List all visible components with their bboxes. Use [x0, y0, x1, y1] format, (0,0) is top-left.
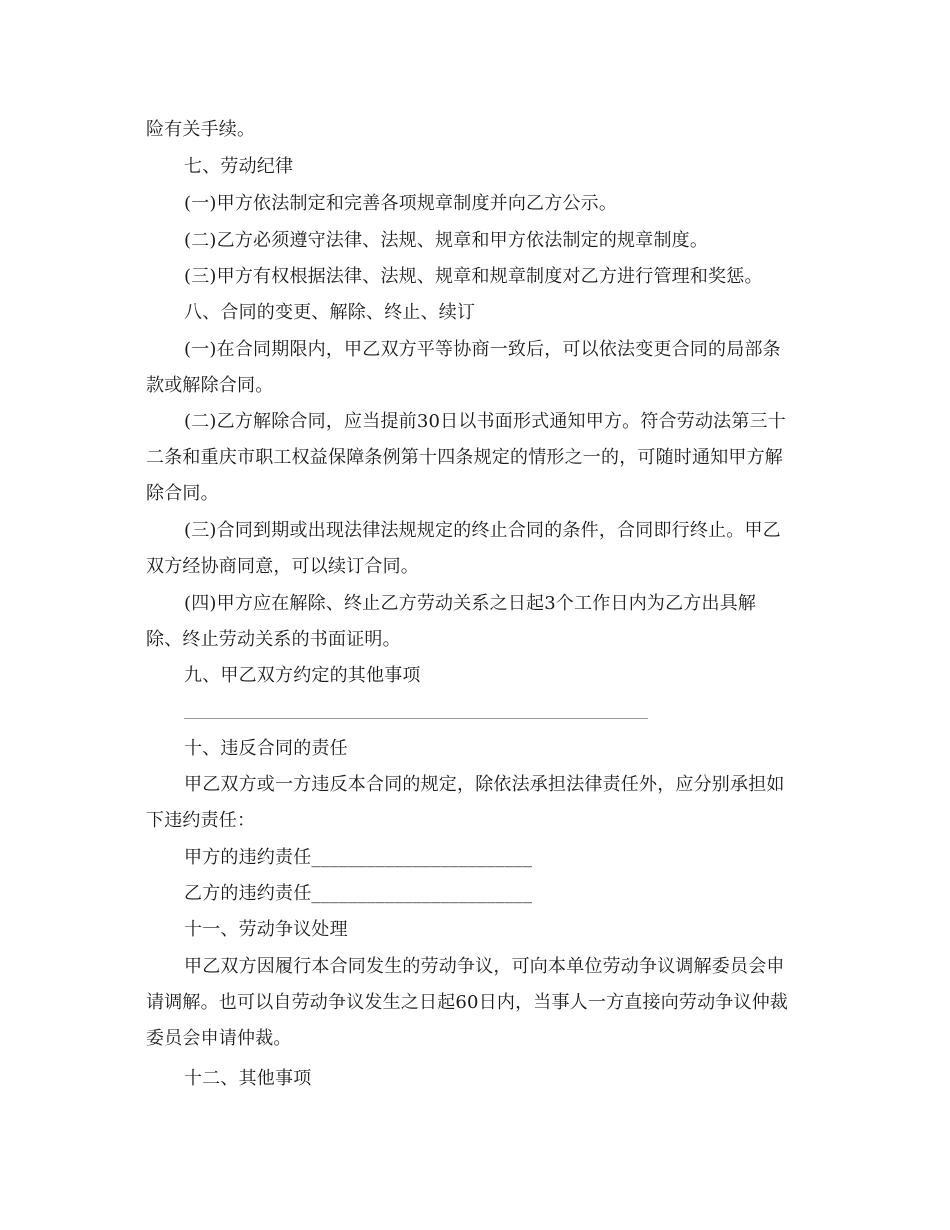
clause-8-2-line-3: 除合同。 — [146, 483, 219, 504]
clause-11-line-1: 甲乙双方因履行本合同发生的劳动争议，可向本单位劳动争议调解委员会申 — [184, 956, 785, 977]
clause-8-1-line-2: 款或解除合同。 — [146, 375, 274, 396]
clause-8-3-line-2: 双方经协商同意，可以续订合同。 — [146, 556, 419, 577]
section-heading-9: 九、甲乙双方约定的其他事项 — [184, 665, 421, 686]
clause-10-line-1: 甲乙双方或一方违反本合同的规定，除依法承担法律责任外，应分别承担如 — [184, 774, 785, 795]
section-heading-8: 八、合同的变更、解除、终止、续订 — [184, 302, 476, 323]
clause-10-line-2: 下违约责任： — [146, 810, 256, 831]
clause-11-line-2: 请调解。也可以自劳动争议发生之日起60日内，当事人一方直接向劳动争议仲裁 — [146, 992, 789, 1013]
clause-8-3-line-1: (三)合同到期或出现法律法规规定的终止合同的条件，合同即行终止。甲乙 — [184, 520, 781, 541]
section-heading-10: 十、违反合同的责任 — [184, 738, 348, 759]
clause-8-1-line-1: (一)在合同期限内，甲乙双方平等协商一致后，可以依法变更合同的局部条 — [184, 339, 781, 360]
clause-7-2: (二)乙方必须遵守法律、法规、规章和甲方依法制定的规章制度。 — [184, 230, 709, 251]
paragraph-continuation: 险有关手续。 — [146, 119, 256, 140]
clause-7-1: (一)甲方依法制定和完善各项规章制度并向乙方公示。 — [184, 193, 618, 214]
clause-8-2-line-1: (二)乙方解除合同，应当提前30日以书面形式通知甲方。符合劳动法第三十 — [184, 411, 786, 432]
clause-11-line-3: 委员会申请仲裁。 — [146, 1028, 292, 1049]
party-b-liability-field: 乙方的违约责任________________________ — [184, 883, 533, 904]
clause-7-3: (三)甲方有权根据法律、法规、规章和规章制度对乙方进行管理和奖惩。 — [184, 266, 763, 287]
section-heading-11: 十一、劳动争议处理 — [184, 919, 348, 940]
section-heading-7: 七、劳动纪律 — [184, 156, 294, 177]
fill-in-blank-line — [184, 718, 648, 719]
clause-8-2-line-2: 二条和重庆市职工权益保障条例第十四条规定的情形之一的，可随时通知甲方解 — [146, 447, 783, 468]
clause-8-4-line-2: 除、终止劳动关系的书面证明。 — [146, 629, 401, 650]
section-heading-12: 十二、其他事项 — [184, 1068, 312, 1089]
clause-8-4-line-1: (四)甲方应在解除、终止乙方劳动关系之日起3个工作日内为乙方出具解 — [184, 593, 757, 614]
party-a-liability-field: 甲方的违约责任________________________ — [184, 847, 533, 868]
